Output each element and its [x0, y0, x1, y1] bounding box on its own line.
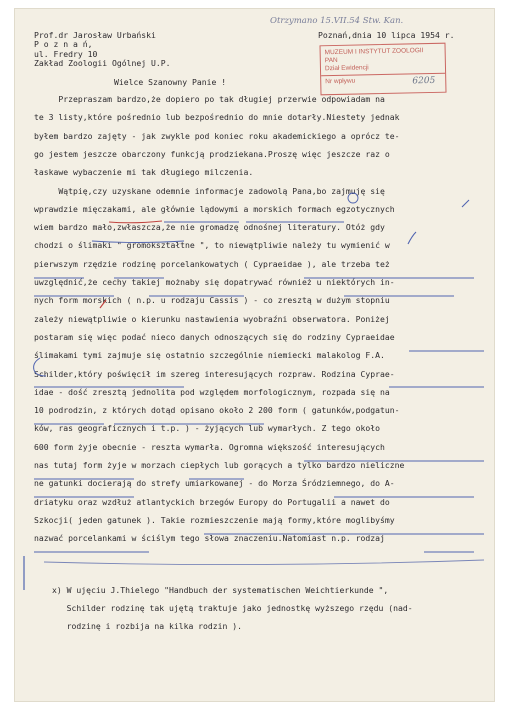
body-line: nych form morskich ( n.p. u rodzaju Cassis ) - co zresztą w dużym stopniu: [34, 295, 390, 306]
greeting: Wielce Szanowny Panie !: [114, 77, 227, 87]
body-line: wiem bardzo mało,zwłaszcza,że nie gromadzę odnośnej literatury. Otóż gdy: [34, 222, 385, 233]
body-line: pierwszym rzędzie rodzinę porcelankowatych ( Cypraeidae ), ale trzeba też: [34, 258, 390, 269]
sender-department: Zakład Zoologii Ogólnej U.P.: [34, 58, 171, 68]
registry-stamp: [319, 43, 446, 96]
body-line: Szkocji( jeden gatunek ). Takie rozmieszczenie mają formy,które moglibyśmy: [34, 514, 395, 525]
sender-name: Prof.dr Jarosław Urbański: [34, 30, 156, 40]
body-line: ne gatunki docierają do strefy umiarkowanej - do Morza Śródziemnego, do A-: [34, 478, 395, 489]
body-line: wprawdzie mięczakami, ale głównie lądowymi a morskich formach egzotycznych: [34, 203, 395, 214]
stamp-entry-label: Nr wpływu: [325, 77, 356, 86]
footnote-line: Schilder rodzinę tak ujętą traktuje jako jednostkę wyższego rzędu (nad-: [52, 603, 413, 613]
body-line: byłem bardzo zajęty - jak zwykle pod koniec roku akademickiego a oprócz te-: [34, 130, 400, 141]
stamp-academy: PAN: [324, 57, 338, 65]
footnote-line: x) W ujęciu J.Thielego "Handbuch der systematischen Weichtierkunde ",: [52, 585, 389, 595]
body-line: ślimakami tymi zajmuje się ostatnio szczególnie niemiecki malakolog F.A.: [34, 350, 385, 361]
body-line: nas tutaj form żyje w morzach ciepłych lub gorących a tylko bardzo nieliczne: [34, 460, 405, 470]
date-line: Poznań,dnia 10 lipca 1954 r.: [318, 30, 455, 40]
body-line: te 3 listy,które pośrednio lub bezpośrednio do mnie dotarły.Niestety jednak: [34, 112, 400, 123]
typed-text-layer: [14, 8, 495, 702]
body-line: Wątpię,czy uzyskane odemnie informacje zadowolą Pana,bo zajmuję się: [34, 185, 385, 196]
stamp-entry-number: 6205: [412, 75, 436, 87]
body-line: nazwać porcelankami w ściślym tego słowa znaczeniu.Natomiast n.p. rodzaj: [34, 533, 385, 544]
body-line: łaskawe wybaczenie mi tak długiego milczenia.: [34, 167, 254, 178]
sender-city: P o z n a ń,: [34, 39, 93, 49]
body-line: uwzględnić,że cechy takiej możnaby się dopatrywać również u niektórych in-: [34, 277, 395, 287]
body-line: zależy niewątpliwie o kierunku nastawienia wyobraźni obserwatora. Poniżej: [34, 313, 390, 324]
body-line: 10 podrodzin, z których dotąd opisano około 2 200 form ( gatunków,podgatun-: [34, 405, 400, 416]
body-line: idae - dość zresztą jednolita pod względem morfologicznym, rozpada się na: [34, 386, 390, 397]
body-line: Przepraszam bardzo,że dopiero po tak długiej przerwie odpowiadam na: [34, 94, 385, 104]
body-line: chodzi o ślimaki " gromokształtne ", to niewątpliwie należy tu wymienić w: [34, 240, 390, 251]
body-line: 600 form żyje obecnie - reszta wymarła. Ogromna większość interesujących: [34, 441, 385, 452]
footnote-line: rodzinę i rozbija na kilka rodzin ).: [52, 621, 243, 631]
handwritten-receipt-note: Otrzymano 15.VII.54 Stw. Kan.: [270, 16, 404, 26]
body-line: Schilder,który poświęcił im szereg interesujących rozpraw. Rodzina Cyprae-: [34, 368, 395, 379]
body-line: ków, ras geograficznych i t.p. ) - żyjących lub wymarłych. Z tego około: [34, 423, 380, 434]
stamp-department: Dział Ewidencji: [324, 64, 369, 73]
body-line: driatyku oraz wzdłuż atlantyckich brzegów Europy do Portugalii a nawet do: [34, 496, 390, 507]
body-line: go jestem jeszcze obarczony funkcją prodziekana.Proszę więc jeszcze raz o: [34, 148, 390, 159]
stamp-institution: MUZEUM I INSTYTUT ZOOLOGII: [324, 47, 424, 57]
sender-street: ul. Fredry 10: [34, 49, 98, 59]
letter-page: [14, 8, 495, 702]
body-line: postaram się więc podać nieco danych odnoszących się do rodziny Cypraeidae: [34, 331, 395, 342]
